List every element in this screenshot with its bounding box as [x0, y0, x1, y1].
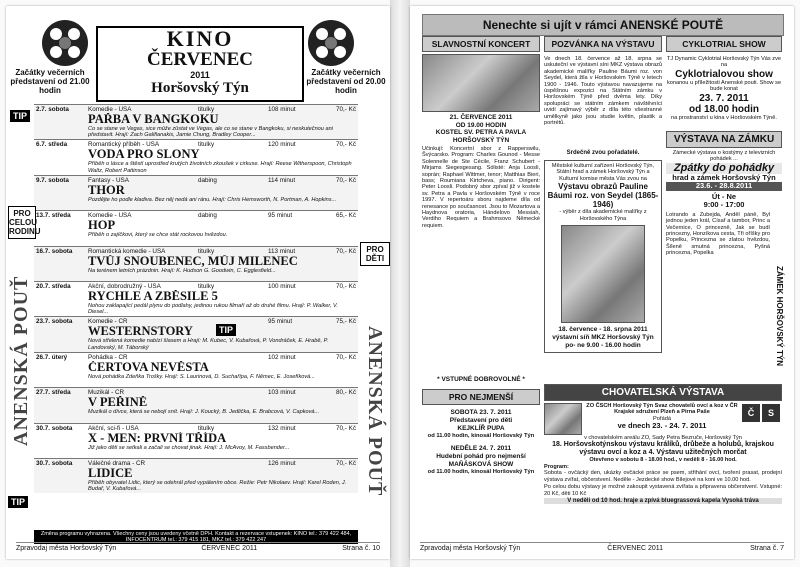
film-description: Příběh obyvatel Lidic, který se odehrál před vypálením obce. Režie: Petr Nikolaev. Hrají: Karel Roden, J. Budař, V. Kubařová... [88, 479, 347, 493]
film-version: titulky [198, 247, 215, 255]
anenska-pout-banner: Nenechte si ujít v rámci ANENSKÉ POUTĚ [422, 14, 784, 36]
film-genre: Pohádka - ČR [88, 353, 128, 361]
koncert-heading: SLAVNOSTNÍ KONCERT [422, 36, 540, 52]
film-length: 114 minut [268, 176, 296, 184]
zamek-hours: Út - Ne 9:00 - 17:00 [703, 191, 745, 210]
film-genre: Romantický příběh - USA [88, 141, 160, 149]
program-note: Změna programu vyhrazena. Všechny ceny jsou uvedeny včetně DPH. Kontakt a rezervace vstupenek: KINO tel.: 379 422 484, INFOCENTRUM tel.: 379 415 181, MKZ tel.: 379 422 247 [34, 530, 358, 544]
film-listing [34, 387, 358, 422]
film-genre: Komedie - USA [88, 106, 132, 113]
nejmensi-event-2-time: od 11.00 hodin, kinosál Horšovský Týn [427, 469, 535, 475]
film-title: RYCHLE A ZBĚSILE 5 [88, 289, 218, 303]
film-reel-icon [42, 20, 88, 66]
film-title: PAŘBA V BANGKOKU [88, 113, 219, 126]
film-date: 27.7. středa [36, 389, 71, 397]
vystava-obrazu-box [544, 160, 662, 353]
film-description: Příběh o zajíčkovi, který se chce stát rockovou hvězdou. [88, 232, 228, 239]
left-page-footer [16, 542, 380, 552]
anenska-pout-vertical-left: ANENSKÁ POUŤ [10, 275, 32, 446]
film-listing [34, 458, 358, 493]
pozvanka-motto: Srdečně zvou pořadatelé. [566, 150, 640, 156]
film-date: 2.7. sobota [36, 106, 69, 113]
koncert-text: Účinkují: Koncertní sbor z Rapperswilu, Švýcarsko. Program: Charles Gounod - Messe Solennelle de Ste Cécile, Franz Schubert - Mirjams Siegesgesang. Sólisté: Anja Loosli, soprán; Raphael Wittmer, tenor; Matthias Bieri, bass; Roumiana Kirtcheva, piano. Dirigent: Peter Loosli. Podobný sbor zpíval již v kostele sv. Petra a Pavla v Horšovském Týně v roce 1997. V repertoáru sboru najdeme díla od renesance po současnost. Jsou to Mozartova a Haydnova oratoria, Händelovo Messiah, Verdiho Requiem a Brahmsovo Německé requiem. [422, 146, 540, 229]
anenska-pout-vertical-right: ANENSKÁ POUŤ [364, 326, 386, 497]
footer-publication: Zpravodaj města Horšovský Týn [16, 545, 117, 552]
pro-deti-label: PRO DĚTI [360, 242, 390, 266]
film-length: 132 minut [268, 424, 296, 432]
nejmensi-heading: PRO NEJMENŠÍ [422, 389, 540, 405]
film-price: 65,- Kč [336, 212, 356, 220]
film-description: Nová střelená komedie nabízí šlasem a Hrají: M. Kubec, V. Kubařová, P. Vondráček, E. Hrabě, P. Landovský, M. Táborský [88, 338, 329, 351]
chovatel-bottom: V neděli od 10 hod. hraje a zpívá bluegrassová kapela Vysoká tráva [544, 498, 782, 504]
film-version: dabing [198, 176, 217, 184]
film-price: 70,- Kč [336, 247, 356, 255]
film-price: 80,- Kč [336, 389, 356, 397]
start-time-note-right: Začátky večerních představení od 20.00 hodin [306, 68, 386, 95]
film-date: 9.7. sobota [36, 176, 69, 184]
right-page-footer [420, 542, 784, 552]
film-title: TVŮJ SNOUBENEC, MŮJ MILENEC [88, 254, 298, 268]
film-title: HOP [88, 219, 116, 233]
start-time-note-left: Začátky večerních představení od 21.00 hodin [10, 68, 90, 95]
film-list [34, 104, 358, 493]
zamek-vertical-label: ZÁMEK HORŠOVSKÝ TÝN [775, 265, 784, 366]
film-price: 70,- Kč [336, 353, 356, 361]
film-genre: Fantasy - USA [88, 176, 129, 184]
portrait-painting [561, 225, 645, 323]
film-date: 20.7. středa [36, 282, 71, 290]
film-description: Co se stane ve Vegas, sice může zůstat ve Vegas, ale co se stane v Bangkoku, si neskutečnou ani představit. Hrají: Zach Galifianakis, Jamie Chung, Bradley Cooper... [88, 126, 333, 139]
film-date: 23.7. sobota [36, 318, 73, 326]
cyklotrial-date: 23. 7. 2011 od 18.00 hodin [688, 92, 759, 115]
film-listing [34, 281, 358, 316]
film-price: 70,- Kč [336, 141, 356, 149]
tip-badge: TIP [216, 324, 236, 336]
nejmensi-event-1-time: od 11.00 hodin, kinosál Horšovský Týn [427, 433, 535, 439]
film-reel-icon [308, 20, 354, 66]
zamek-title: Zpátky do pohádky [666, 163, 782, 174]
zamek-sub: hrad a zámek Horšovský Týn [672, 172, 776, 182]
film-version: titulky [198, 141, 215, 149]
film-title: WESTERNSTORY [88, 325, 193, 339]
left-page [6, 6, 390, 559]
film-listing [34, 423, 358, 458]
film-price: 75,- Kč [336, 318, 356, 326]
film-description: Již jako děti se setkali a začali se chovat jinak. Hrají: J. McAvoy, M. Fassbender... [88, 444, 290, 451]
film-title: VODA PRO SLONY [88, 148, 200, 162]
kino-header [6, 6, 390, 102]
film-genre: Válečné drama - ČR [88, 459, 146, 467]
pro-celou-rodinu-label: PRO CELOU RODINU [8, 206, 36, 239]
page-gutter [390, 0, 410, 567]
kino-month: ČERVENEC [147, 49, 253, 70]
film-version: titulky [198, 282, 215, 290]
kino-title-box [96, 26, 304, 102]
kino-year: 2011 [190, 70, 210, 80]
chovatel-section [544, 384, 782, 534]
film-genre: Romantická komedie - USA [88, 247, 166, 255]
film-length: 103 minut [268, 389, 296, 397]
vystava-title: Výstavu obrazů Pauline Báumi roz. von Seydel (1865-1946) [547, 182, 659, 210]
film-length: 113 minut [268, 247, 296, 255]
kino-city: Horšovský Týn [151, 80, 249, 96]
zamek-dates: 23.6. - 28.8.2011 [666, 182, 782, 191]
film-title: THOR [88, 183, 125, 197]
rabbit-photo [544, 403, 582, 435]
footer-issue: ČERVENEC 2011 [201, 545, 258, 552]
cyklotrial-title: Cyklotrialovou show [675, 68, 773, 80]
film-length: 126 minut [268, 459, 296, 467]
film-length: 120 minut [268, 141, 296, 149]
film-listing [34, 352, 358, 387]
film-length: 108 minut [268, 106, 296, 113]
film-price: 70,- Kč [336, 459, 356, 467]
film-price: 70,- Kč [336, 176, 356, 184]
chovatel-dates: ve dnech 23. - 24. 7. 2011 [617, 421, 707, 431]
film-genre: Komedie - USA [88, 212, 132, 220]
film-date: 13.7. středa [36, 212, 71, 220]
tip-badge: TIP [8, 496, 28, 508]
footer-page-number: Strana č. 10 [342, 545, 380, 552]
film-genre: Akční, dobrodružný - USA [88, 282, 161, 290]
film-length: 102 minut [268, 353, 296, 361]
kino-title: KINO [166, 26, 234, 51]
chovatel-program: Sobota - ovčácký den, ukázky ovčácké práce se psem, střihání ovcí, tvoření prasat, prodejní výstava zvířat, občerstvení. Neděle - Jezdecké show Bílejové na koni ve 10.00 hod. [544, 470, 782, 483]
film-genre: Akční, sci-fi - USA [88, 424, 139, 432]
chovatel-open: Otevřeno v sobotu 8 - 18.00 hod., v neděli 8 - 16.00 hod. [589, 457, 737, 464]
chovatel-org2: Pořádá [652, 415, 672, 422]
koncert-date: 21. ČERVENCE 2011 OD 19.00 HODIN KOSTEL SV. PETRA A PAVLA HORŠOVSKÝ TÝN [435, 114, 527, 144]
film-genre: Muzikál - ČR [88, 389, 125, 397]
zamek-text: Zámecké výstava o kostýmy z televizních pohádek ... [672, 150, 776, 163]
film-date: 16.7. sobota [36, 247, 73, 255]
cyklotrial-place: na prostranství u kina v Horšovském Týně. [671, 114, 777, 121]
film-title: ČERTOVA NEVĚSTA [88, 360, 209, 374]
church-photo [422, 54, 540, 112]
film-listing [34, 316, 358, 351]
film-length: 100 minut [268, 282, 296, 290]
film-title: X - MEN: PRVNÍ TŘÍDA [88, 431, 227, 445]
film-length: 95 minut [268, 318, 293, 326]
film-price: 70,- Kč [336, 282, 356, 290]
right-page [410, 6, 794, 559]
footer-publication: Zpravodaj města Horšovský Týn [420, 545, 521, 552]
footer-page-number: Strana č. 7 [750, 545, 784, 552]
cyklotrial-org: TJ Dynamic Cyklotrial Horšovský Týn Vás zve na [667, 56, 781, 69]
chovatel-heading: CHOVATELSKÁ VÝSTAVA [544, 384, 782, 401]
film-description: Muzikál o dívce, která se nebojí snít. Hrají: J. Koucký, B. Jedlička, E. Brabcová, V. Čapková... [88, 409, 320, 416]
film-length: 95 minut [268, 212, 293, 220]
vystava-sub2: - výběr z díla akademické malířky z Horšovského Týna [559, 209, 647, 222]
film-title: V PEŘINĚ [88, 396, 148, 410]
film-price: 70,- Kč [336, 106, 356, 113]
film-description: Nová pohádka Zdeňka Trošky. Hrají: S. Laurinová, D. Suchařípa, F. Němec, E. Josefíková... [88, 373, 315, 380]
footer-issue: ČERVENEC 2011 [607, 545, 664, 552]
tip-badge: TIP [10, 110, 30, 122]
pozvanka-heading: POZVÁNKA NA VÝSTAVU [544, 36, 662, 52]
koncert-column [422, 36, 540, 536]
film-version [198, 354, 268, 361]
film-listing [34, 175, 358, 210]
film-description: Na terénem letních prázdnin. Hrají: K. Hudson G. Goodwin, C. Egglesfield... [88, 267, 276, 274]
film-price: 70,- Kč [336, 424, 356, 432]
chovatel-org: ZO ČSCH Horšovský Týn Svaz chovatelů ovcí a koz v ČR Krajské sdružení Plzeň a Pirna Paše [586, 403, 738, 416]
film-version [198, 389, 268, 396]
film-description: Nohou zaklapající pedál plynu do podlahy, jedinou rukou filmaři až do druhé filmu. Hrají: P. Walker, V. Diesel... [88, 302, 338, 316]
zamek-heading: VÝSTAVA NA ZÁMKU [666, 131, 782, 148]
film-version: dabing [198, 212, 217, 220]
chovatel-place: v chovatelském areálu ZO, Sady Petra Bezruče, Horšovský Týn [584, 435, 742, 441]
chovatel-title: 18. Horšovskotýnskou výstavu králíků, drůbeže a holubů, krajskou výstavu ovcí a koz a 4. Výstavu užitečných morčat [552, 441, 774, 457]
film-genre: Komedie - ČR [88, 318, 128, 326]
cyklotrial-heading: CYKLOTRIAL SHOW [666, 36, 782, 52]
film-date: 30.7. sobota [36, 424, 73, 432]
cs-ch-logo-icon: Č S [742, 403, 782, 435]
nejmensi-event-2: NEDĚLE 24. 7. 2011 Hudební pohád pro nejmenší MAŇÁSKOVÁ SHOW [436, 445, 526, 468]
film-description: Pozdějte ho podle kladiva. Bez něj nedá ani ránu. Hrají: Chris Hemsworth, N. Portman, A. Hopkins... [88, 196, 337, 203]
film-date: 26.7. úterý [36, 353, 68, 361]
film-version [198, 460, 268, 467]
film-description: Příběh o lásce a štěstí uprostřed krutých životních zkoušek v cirkuse. Hrají: Reese Witherspoon, Christoph Waltz, Robert Pattinson [88, 161, 352, 174]
film-listing [34, 246, 358, 281]
film-date: 30.7. sobota [36, 459, 73, 467]
cyklotrial-sub: konanou u příležitosti Anenské pouti. Show se bude konat [666, 79, 782, 93]
film-version: titulky [198, 424, 215, 432]
chovatel-note: Po celou dobu výstavy je možné zakoupit vystavená zvířata a připravena občerstvení. Vstupné: 20 Kč, děti 10 Kč [544, 484, 782, 497]
film-date: 6.7. středa [36, 141, 68, 149]
film-version: titulky [198, 106, 215, 113]
film-listing [34, 210, 358, 245]
vystava-sub: Městské kulturní zařízení Horšovský Týn, Státní hrad a zámek Horšovský Týn a Kulturní komise města Vás zvou na [551, 163, 655, 182]
pozvanka-text: Ve dnech 18. července až 18. srpna se uskuteční ve výstavní síni MKZ výstava obrazů akademické malířky Pauline Báumi roz. von Seydel, která žila v Horšovském Týně v letech 1900 - 1946. Touto výstavou navazujeme na úspěšnou expozici na Státním zámku v Horšovském Týně před dvěma lety. Díky spolupráci se státním zámkem návštěvníci uvidí zajímavý výběr z díla této všestranné umělkyně jako jsou studie květin, plastik a portrétů. [544, 56, 662, 127]
film-listing [34, 104, 358, 139]
nejmensi-event-1: SOBOTA 23. 7. 2011 Představení pro děti KEJKLÍŘ PUPA [449, 409, 513, 432]
koncert-motto: * VSTUPNÉ DOBROVOLNÉ * [437, 376, 525, 383]
chovatel-program-heading: Program: [544, 463, 569, 470]
zamek-list: Lotrando a Zubejda, Anděl páně, Byl jednou jeden král, Císař a tambor, Princ a Večernice, O princezně, Jak se budí princezny, Honzíkova cesta, Tři oříšky pro Popelku, Princezna se zlatou hvězdou, Šíleně smutná princezna, Pyšná princezna, Popelka [666, 211, 770, 257]
film-listing [34, 139, 358, 174]
vystava-dates: 18. července - 18. srpna 2011 výstavní síň MKZ Horšovský Týn po- ne 9.00 - 16.00 hodin [552, 326, 654, 350]
film-title: LIDICE [88, 466, 133, 480]
